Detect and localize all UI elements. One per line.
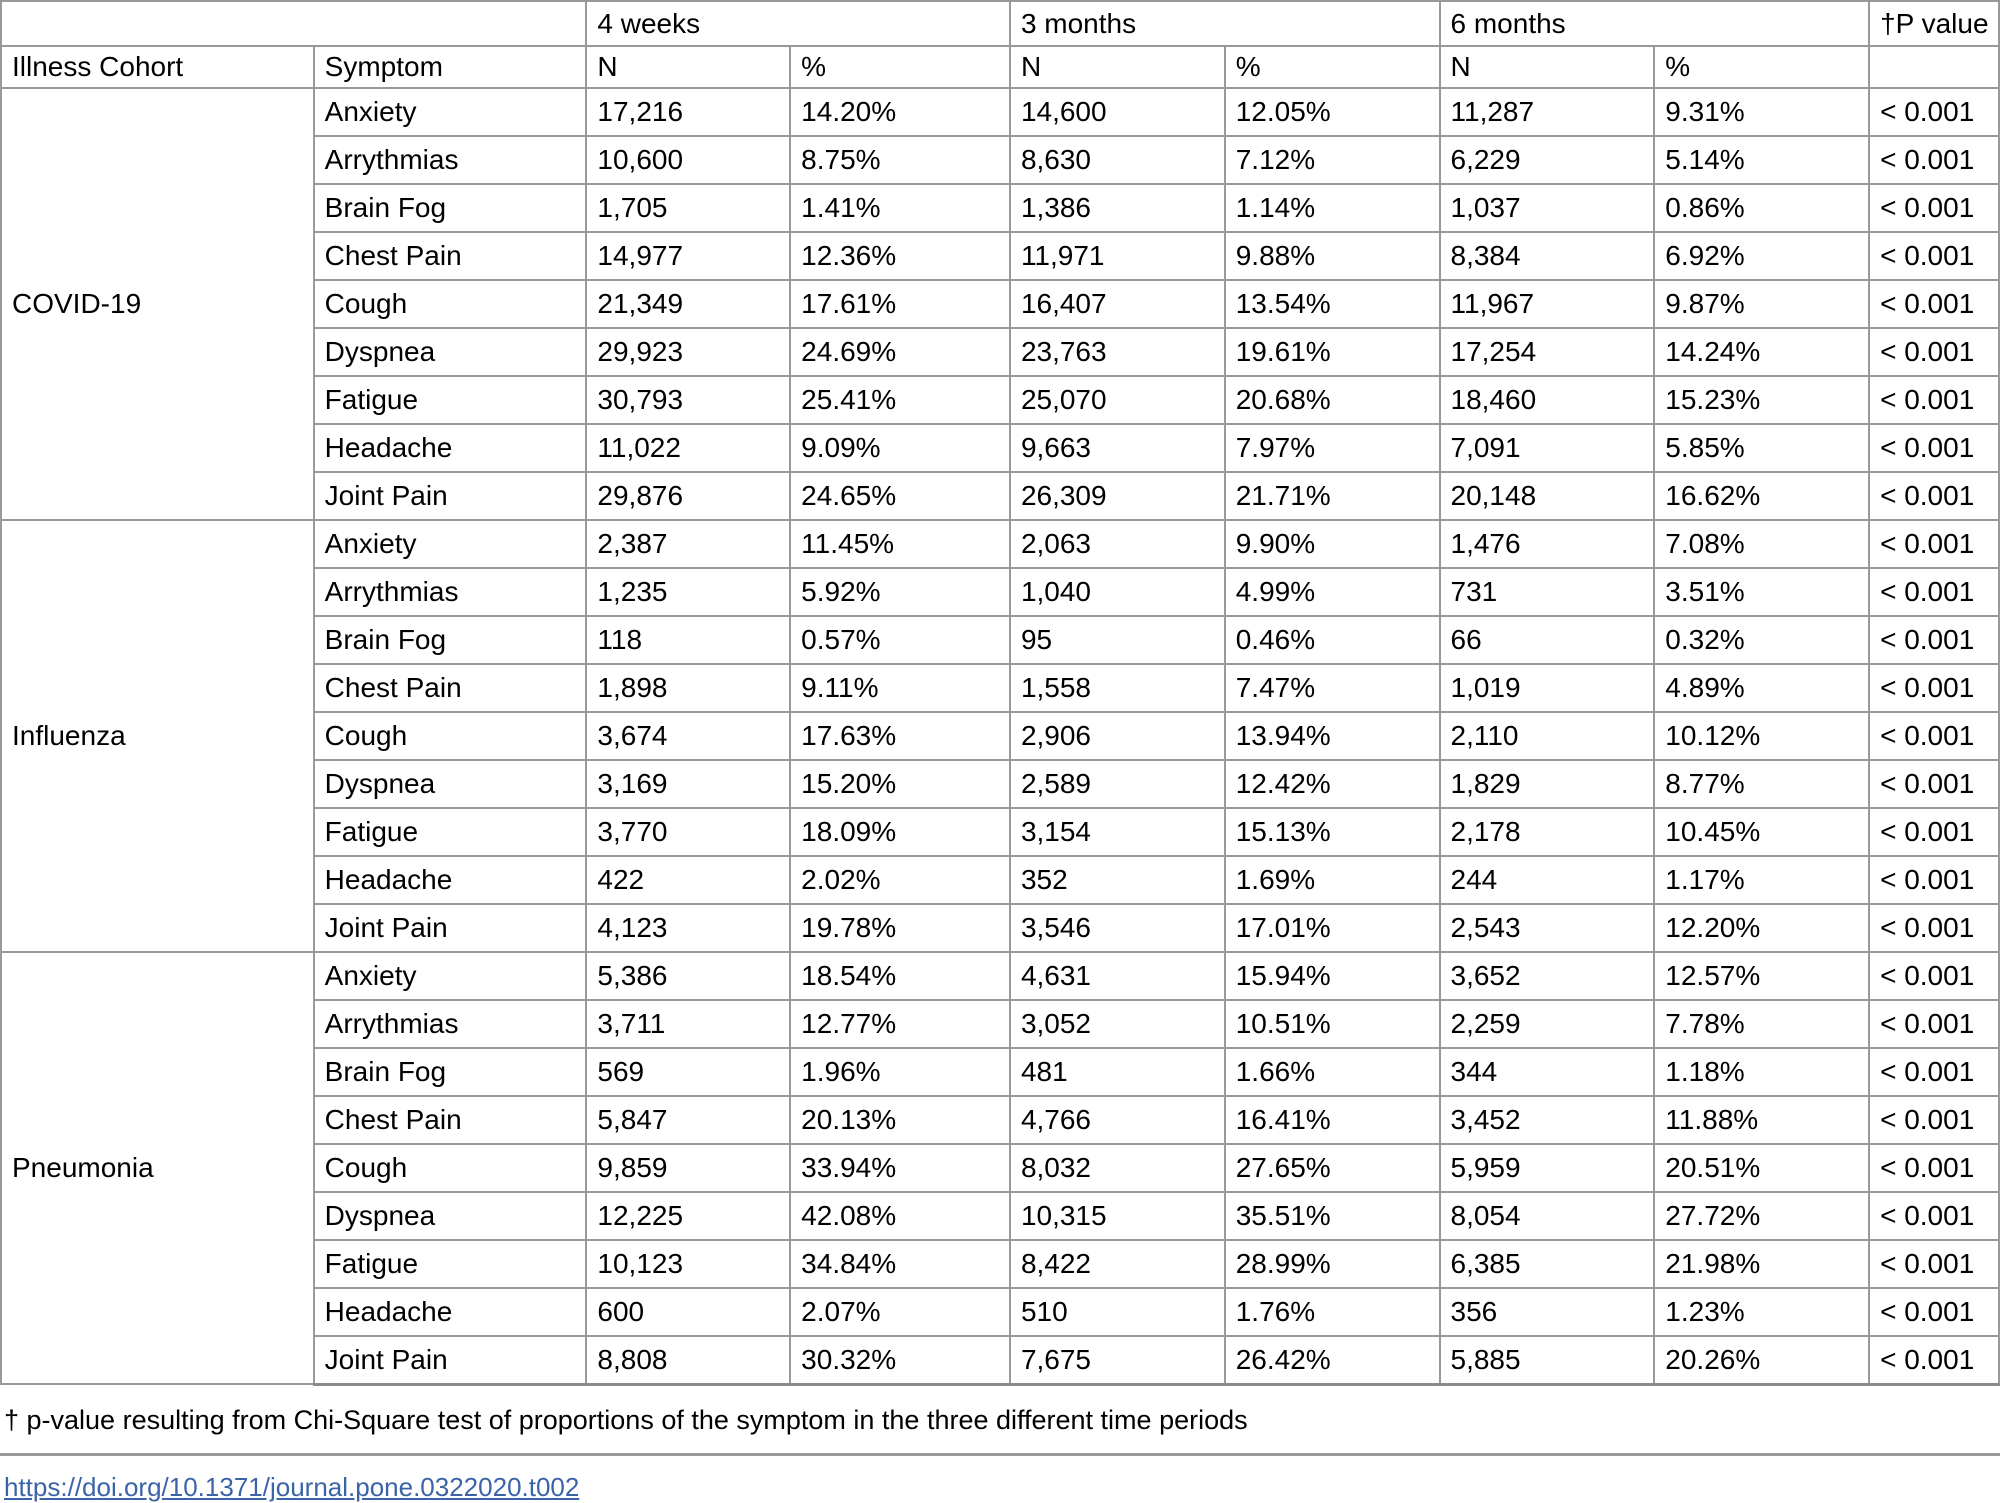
header-n-6months: N [1440, 46, 1655, 88]
p-value-cell: < 0.001 [1869, 328, 1999, 376]
cohort-name: Pneumonia [1, 952, 314, 1384]
pct-4weeks-cell: 19.78% [790, 904, 1010, 952]
n-6months-cell: 20,148 [1440, 472, 1655, 520]
n-6months-cell: 8,054 [1440, 1192, 1655, 1240]
n-6months-cell: 2,110 [1440, 712, 1655, 760]
doi-link[interactable]: https://doi.org/10.1371/journal.pone.0322020.t002 [4, 1472, 580, 1503]
symptom-cell: Cough [314, 712, 587, 760]
symptom-cell: Chest Pain [314, 232, 587, 280]
p-value-cell: < 0.001 [1869, 760, 1999, 808]
pct-4weeks-cell: 17.61% [790, 280, 1010, 328]
n-6months-cell: 731 [1440, 568, 1655, 616]
n-6months-cell: 2,178 [1440, 808, 1655, 856]
footnote-divider [0, 1453, 2000, 1456]
pct-6months-cell: 21.98% [1654, 1240, 1869, 1288]
p-value-cell: < 0.001 [1869, 88, 1999, 136]
n-6months-cell: 11,287 [1440, 88, 1655, 136]
n-3months-cell: 9,663 [1010, 424, 1225, 472]
pct-4weeks-cell: 24.65% [790, 472, 1010, 520]
header-n-4weeks: N [586, 46, 790, 88]
n-3months-cell: 4,631 [1010, 952, 1225, 1000]
pct-4weeks-cell: 18.54% [790, 952, 1010, 1000]
symptom-cell: Arrythmias [314, 568, 587, 616]
n-3months-cell: 7,675 [1010, 1336, 1225, 1384]
symptom-cell: Joint Pain [314, 904, 587, 952]
p-value-cell: < 0.001 [1869, 856, 1999, 904]
n-6months-cell: 1,037 [1440, 184, 1655, 232]
n-4weeks-cell: 14,977 [586, 232, 790, 280]
n-4weeks-cell: 2,387 [586, 520, 790, 568]
pct-3months-cell: 9.88% [1225, 232, 1440, 280]
p-value-cell: < 0.001 [1869, 1240, 1999, 1288]
n-4weeks-cell: 21,349 [586, 280, 790, 328]
pct-6months-cell: 15.23% [1654, 376, 1869, 424]
n-3months-cell: 481 [1010, 1048, 1225, 1096]
pct-3months-cell: 35.51% [1225, 1192, 1440, 1240]
pct-3months-cell: 10.51% [1225, 1000, 1440, 1048]
time-period-header-row [1, 1, 1999, 46]
pct-3months-cell: 1.69% [1225, 856, 1440, 904]
pct-3months-cell: 7.47% [1225, 664, 1440, 712]
pct-6months-cell: 1.18% [1654, 1048, 1869, 1096]
pct-3months-cell: 12.42% [1225, 760, 1440, 808]
n-3months-cell: 1,558 [1010, 664, 1225, 712]
table-body [1, 88, 1999, 1384]
pct-4weeks-cell: 18.09% [790, 808, 1010, 856]
header-illness-cohort: Illness Cohort [1, 46, 314, 88]
pct-3months-cell: 7.12% [1225, 136, 1440, 184]
p-value-cell: < 0.001 [1869, 280, 1999, 328]
symptom-cell: Headache [314, 856, 587, 904]
pct-4weeks-cell: 2.07% [790, 1288, 1010, 1336]
pct-3months-cell: 13.94% [1225, 712, 1440, 760]
n-6months-cell: 11,967 [1440, 280, 1655, 328]
n-4weeks-cell: 1,705 [586, 184, 790, 232]
n-4weeks-cell: 569 [586, 1048, 790, 1096]
symptom-cell: Brain Fog [314, 1048, 587, 1096]
p-value-cell: < 0.001 [1869, 568, 1999, 616]
n-3months-cell: 14,600 [1010, 88, 1225, 136]
n-6months-cell: 344 [1440, 1048, 1655, 1096]
symptom-cell: Arrythmias [314, 1000, 587, 1048]
p-value-cell: < 0.001 [1869, 520, 1999, 568]
pct-3months-cell: 15.94% [1225, 952, 1440, 1000]
blank-header-cell [1, 1, 586, 46]
pct-4weeks-cell: 2.02% [790, 856, 1010, 904]
p-value-cell: < 0.001 [1869, 1336, 1999, 1384]
symptom-cell: Headache [314, 1288, 587, 1336]
pct-6months-cell: 3.51% [1654, 568, 1869, 616]
n-3months-cell: 1,040 [1010, 568, 1225, 616]
n-4weeks-cell: 29,876 [586, 472, 790, 520]
symptom-cell: Brain Fog [314, 616, 587, 664]
header-3-months: 3 months [1010, 1, 1440, 46]
header-symptom: Symptom [314, 46, 587, 88]
pct-6months-cell: 12.20% [1654, 904, 1869, 952]
p-value-cell: < 0.001 [1869, 1288, 1999, 1336]
pct-3months-cell: 27.65% [1225, 1144, 1440, 1192]
n-4weeks-cell: 3,770 [586, 808, 790, 856]
pct-3months-cell: 7.97% [1225, 424, 1440, 472]
n-3months-cell: 2,906 [1010, 712, 1225, 760]
n-6months-cell: 3,652 [1440, 952, 1655, 1000]
n-3months-cell: 4,766 [1010, 1096, 1225, 1144]
pct-3months-cell: 16.41% [1225, 1096, 1440, 1144]
n-6months-cell: 5,959 [1440, 1144, 1655, 1192]
symptom-cell: Dyspnea [314, 328, 587, 376]
n-4weeks-cell: 17,216 [586, 88, 790, 136]
table-row [1, 952, 1999, 1000]
n-3months-cell: 3,154 [1010, 808, 1225, 856]
pct-3months-cell: 19.61% [1225, 328, 1440, 376]
pct-3months-cell: 4.99% [1225, 568, 1440, 616]
p-value-cell: < 0.001 [1869, 1048, 1999, 1096]
n-6months-cell: 1,019 [1440, 664, 1655, 712]
p-value-cell: < 0.001 [1869, 232, 1999, 280]
n-4weeks-cell: 422 [586, 856, 790, 904]
pct-4weeks-cell: 25.41% [790, 376, 1010, 424]
pct-6months-cell: 7.08% [1654, 520, 1869, 568]
n-4weeks-cell: 1,898 [586, 664, 790, 712]
cohort-name: Influenza [1, 520, 314, 952]
symptom-cell: Dyspnea [314, 1192, 587, 1240]
n-4weeks-cell: 118 [586, 616, 790, 664]
pct-4weeks-cell: 1.41% [790, 184, 1010, 232]
p-value-cell: < 0.001 [1869, 136, 1999, 184]
n-3months-cell: 23,763 [1010, 328, 1225, 376]
header-6-months: 6 months [1440, 1, 1870, 46]
n-6months-cell: 2,259 [1440, 1000, 1655, 1048]
n-6months-cell: 1,476 [1440, 520, 1655, 568]
n-4weeks-cell: 3,674 [586, 712, 790, 760]
symptom-cell: Joint Pain [314, 1336, 587, 1384]
header-pct-4weeks: % [790, 46, 1010, 88]
n-4weeks-cell: 12,225 [586, 1192, 790, 1240]
pct-4weeks-cell: 15.20% [790, 760, 1010, 808]
pct-4weeks-cell: 0.57% [790, 616, 1010, 664]
n-3months-cell: 16,407 [1010, 280, 1225, 328]
p-value-cell: < 0.001 [1869, 1144, 1999, 1192]
table-row [1, 520, 1999, 568]
pct-6months-cell: 14.24% [1654, 328, 1869, 376]
pct-6months-cell: 4.89% [1654, 664, 1869, 712]
pct-6months-cell: 9.31% [1654, 88, 1869, 136]
symptom-cell: Fatigue [314, 376, 587, 424]
n-3months-cell: 3,052 [1010, 1000, 1225, 1048]
pct-4weeks-cell: 24.69% [790, 328, 1010, 376]
p-value-cell: < 0.001 [1869, 1192, 1999, 1240]
pct-3months-cell: 1.76% [1225, 1288, 1440, 1336]
n-4weeks-cell: 10,123 [586, 1240, 790, 1288]
pct-6months-cell: 11.88% [1654, 1096, 1869, 1144]
p-value-cell: < 0.001 [1869, 1000, 1999, 1048]
cohort-name: COVID-19 [1, 88, 314, 520]
pct-4weeks-cell: 42.08% [790, 1192, 1010, 1240]
p-value-cell: < 0.001 [1869, 424, 1999, 472]
symptom-cell: Joint Pain [314, 472, 587, 520]
pct-3months-cell: 26.42% [1225, 1336, 1440, 1384]
pct-6months-cell: 12.57% [1654, 952, 1869, 1000]
pct-6months-cell: 9.87% [1654, 280, 1869, 328]
n-6months-cell: 18,460 [1440, 376, 1655, 424]
header-4-weeks: 4 weeks [586, 1, 1010, 46]
header-p-value: †P value [1869, 1, 1999, 46]
footnote: † p-value resulting from Chi-Square test of proportions of the symptom in the three different time periods [4, 1404, 1248, 1435]
pct-4weeks-cell: 12.36% [790, 232, 1010, 280]
symptom-cell: Anxiety [314, 520, 587, 568]
pct-3months-cell: 1.14% [1225, 184, 1440, 232]
symptom-cell: Dyspnea [314, 760, 587, 808]
pct-6months-cell: 10.12% [1654, 712, 1869, 760]
pct-3months-cell: 15.13% [1225, 808, 1440, 856]
n-6months-cell: 356 [1440, 1288, 1655, 1336]
n-3months-cell: 2,063 [1010, 520, 1225, 568]
pct-4weeks-cell: 9.11% [790, 664, 1010, 712]
n-6months-cell: 1,829 [1440, 760, 1655, 808]
n-6months-cell: 5,885 [1440, 1336, 1655, 1384]
p-value-cell: < 0.001 [1869, 808, 1999, 856]
n-3months-cell: 95 [1010, 616, 1225, 664]
pct-4weeks-cell: 14.20% [790, 88, 1010, 136]
n-4weeks-cell: 5,847 [586, 1096, 790, 1144]
n-3months-cell: 8,422 [1010, 1240, 1225, 1288]
p-value-cell: < 0.001 [1869, 376, 1999, 424]
n-6months-cell: 8,384 [1440, 232, 1655, 280]
column-header-row [1, 46, 1999, 88]
p-value-cell: < 0.001 [1869, 184, 1999, 232]
symptom-cell: Brain Fog [314, 184, 587, 232]
pct-4weeks-cell: 8.75% [790, 136, 1010, 184]
pct-4weeks-cell: 1.96% [790, 1048, 1010, 1096]
pct-4weeks-cell: 11.45% [790, 520, 1010, 568]
pct-3months-cell: 13.54% [1225, 280, 1440, 328]
n-3months-cell: 510 [1010, 1288, 1225, 1336]
n-3months-cell: 1,386 [1010, 184, 1225, 232]
n-6months-cell: 66 [1440, 616, 1655, 664]
pct-4weeks-cell: 17.63% [790, 712, 1010, 760]
pct-6months-cell: 10.45% [1654, 808, 1869, 856]
pct-3months-cell: 1.66% [1225, 1048, 1440, 1096]
pct-4weeks-cell: 30.32% [790, 1336, 1010, 1384]
p-value-cell: < 0.001 [1869, 616, 1999, 664]
n-4weeks-cell: 10,600 [586, 136, 790, 184]
n-3months-cell: 352 [1010, 856, 1225, 904]
p-value-cell: < 0.001 [1869, 952, 1999, 1000]
n-3months-cell: 3,546 [1010, 904, 1225, 952]
pct-4weeks-cell: 20.13% [790, 1096, 1010, 1144]
symptom-cell: Cough [314, 1144, 587, 1192]
pct-6months-cell: 0.32% [1654, 616, 1869, 664]
n-4weeks-cell: 3,169 [586, 760, 790, 808]
pct-3months-cell: 28.99% [1225, 1240, 1440, 1288]
n-3months-cell: 26,309 [1010, 472, 1225, 520]
n-4weeks-cell: 30,793 [586, 376, 790, 424]
symptom-cell: Headache [314, 424, 587, 472]
header-pct-6months: % [1654, 46, 1869, 88]
n-6months-cell: 3,452 [1440, 1096, 1655, 1144]
n-4weeks-cell: 3,711 [586, 1000, 790, 1048]
n-3months-cell: 11,971 [1010, 232, 1225, 280]
n-4weeks-cell: 29,923 [586, 328, 790, 376]
symptom-cell: Cough [314, 280, 587, 328]
table-row [1, 88, 1999, 136]
pct-4weeks-cell: 34.84% [790, 1240, 1010, 1288]
pct-6months-cell: 20.26% [1654, 1336, 1869, 1384]
n-4weeks-cell: 4,123 [586, 904, 790, 952]
pct-6months-cell: 5.85% [1654, 424, 1869, 472]
symptom-cell: Anxiety [314, 88, 587, 136]
pct-4weeks-cell: 33.94% [790, 1144, 1010, 1192]
n-4weeks-cell: 600 [586, 1288, 790, 1336]
n-6months-cell: 2,543 [1440, 904, 1655, 952]
pct-6months-cell: 20.51% [1654, 1144, 1869, 1192]
pct-6months-cell: 1.23% [1654, 1288, 1869, 1336]
n-4weeks-cell: 5,386 [586, 952, 790, 1000]
pct-4weeks-cell: 9.09% [790, 424, 1010, 472]
symptom-cell: Fatigue [314, 1240, 587, 1288]
pct-3months-cell: 0.46% [1225, 616, 1440, 664]
p-value-cell: < 0.001 [1869, 664, 1999, 712]
pct-6months-cell: 7.78% [1654, 1000, 1869, 1048]
pct-6months-cell: 16.62% [1654, 472, 1869, 520]
pct-3months-cell: 17.01% [1225, 904, 1440, 952]
pct-3months-cell: 12.05% [1225, 88, 1440, 136]
pct-4weeks-cell: 12.77% [790, 1000, 1010, 1048]
symptom-cell: Chest Pain [314, 1096, 587, 1144]
n-6months-cell: 6,385 [1440, 1240, 1655, 1288]
n-3months-cell: 2,589 [1010, 760, 1225, 808]
n-4weeks-cell: 9,859 [586, 1144, 790, 1192]
n-4weeks-cell: 8,808 [586, 1336, 790, 1384]
symptom-cell: Fatigue [314, 808, 587, 856]
n-3months-cell: 8,032 [1010, 1144, 1225, 1192]
p-value-cell: < 0.001 [1869, 712, 1999, 760]
header-p-value-empty-cell [1869, 46, 1999, 88]
pct-6months-cell: 8.77% [1654, 760, 1869, 808]
p-value-cell: < 0.001 [1869, 1096, 1999, 1144]
header-n-3months: N [1010, 46, 1225, 88]
symptom-cell: Chest Pain [314, 664, 587, 712]
n-3months-cell: 25,070 [1010, 376, 1225, 424]
n-6months-cell: 17,254 [1440, 328, 1655, 376]
header-pct-3months: % [1225, 46, 1440, 88]
pct-6months-cell: 6.92% [1654, 232, 1869, 280]
symptom-cell: Anxiety [314, 952, 587, 1000]
n-4weeks-cell: 11,022 [586, 424, 790, 472]
n-6months-cell: 244 [1440, 856, 1655, 904]
n-3months-cell: 10,315 [1010, 1192, 1225, 1240]
pct-3months-cell: 9.90% [1225, 520, 1440, 568]
n-6months-cell: 6,229 [1440, 136, 1655, 184]
n-6months-cell: 7,091 [1440, 424, 1655, 472]
symptom-cell: Arrythmias [314, 136, 587, 184]
p-value-cell: < 0.001 [1869, 904, 1999, 952]
pct-3months-cell: 21.71% [1225, 472, 1440, 520]
pct-6months-cell: 5.14% [1654, 136, 1869, 184]
pct-6months-cell: 1.17% [1654, 856, 1869, 904]
n-4weeks-cell: 1,235 [586, 568, 790, 616]
pct-3months-cell: 20.68% [1225, 376, 1440, 424]
pct-6months-cell: 27.72% [1654, 1192, 1869, 1240]
n-3months-cell: 8,630 [1010, 136, 1225, 184]
pct-6months-cell: 0.86% [1654, 184, 1869, 232]
pct-4weeks-cell: 5.92% [790, 568, 1010, 616]
p-value-cell: < 0.001 [1869, 472, 1999, 520]
